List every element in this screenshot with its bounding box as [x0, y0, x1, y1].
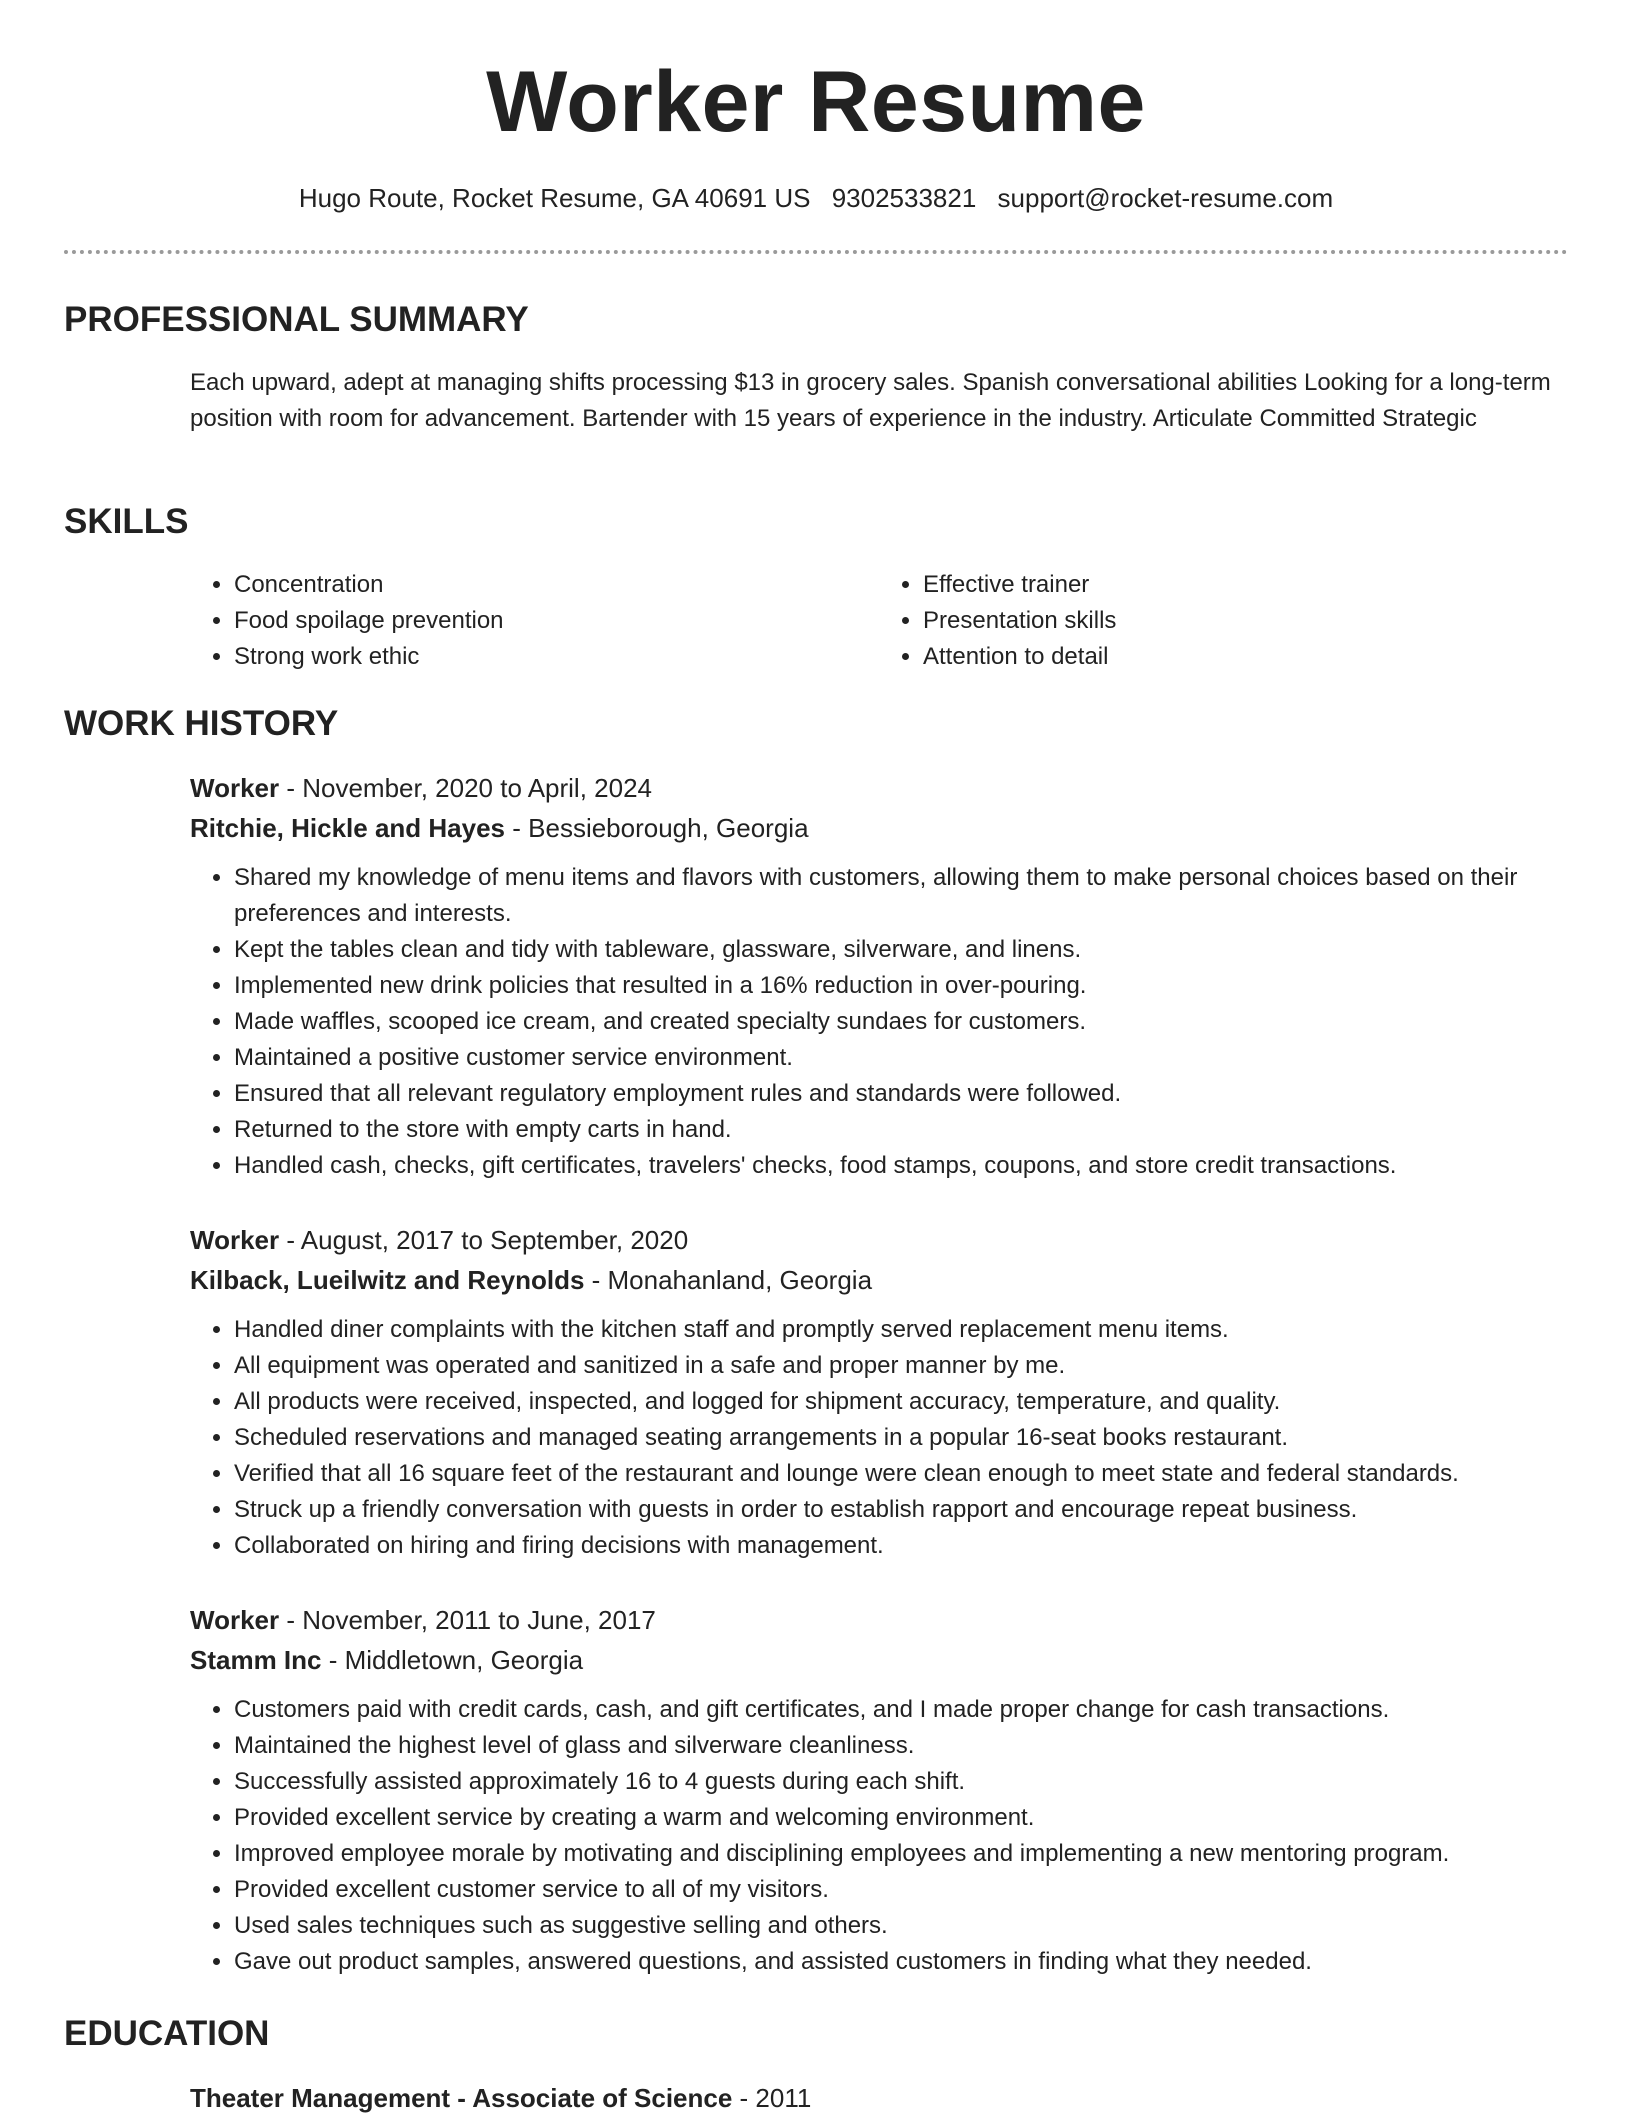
job-bullet: • Maintained a positive customer service environment.	[234, 1040, 1568, 1076]
job-bullet: • Customers paid with credit cards, cash, and gift certificates, and I made proper change for cash transactions.	[234, 1692, 1568, 1728]
job-bullet: • Handled diner complaints with the kitchen staff and promptly served replacement menu items.	[234, 1312, 1568, 1348]
education-entry	[190, 2078, 1568, 2118]
contact-line	[0, 180, 1632, 216]
job-location: - Bessieborough, Georgia	[505, 813, 809, 843]
section-title-education: EDUCATION	[64, 2014, 270, 2053]
job-bullets	[190, 1692, 1568, 1980]
contact-address: Hugo Route, Rocket Resume, GA 40691 US	[298, 183, 811, 213]
job-bullet: • Scheduled reservations and managed seating arrangements in a popular 16-seat books restaurant.	[234, 1420, 1568, 1456]
job-bullets	[190, 1312, 1568, 1564]
skill-item: • Effective trainer	[923, 567, 1568, 603]
job-company-line	[190, 808, 1568, 848]
job-location: - Monahanland, Georgia	[584, 1265, 873, 1295]
job-dates: - August, 2017 to September, 2020	[279, 1225, 689, 1255]
skill-item: • Concentration	[234, 567, 879, 603]
job-bullet: • Improved employee morale by motivating and disciplining employees and implementing a new mentoring program.	[234, 1836, 1568, 1872]
skill-item: • Strong work ethic	[234, 639, 879, 675]
job-bullet: • Handled cash, checks, gift certificates, travelers' checks, food stamps, coupons, and store credit transactions.	[234, 1148, 1568, 1184]
job-company: Kilback, Lueilwitz and Reynolds	[190, 1265, 585, 1295]
summary-text: Each upward, adept at managing shifts processing $13 in grocery sales. Spanish conversational abilities Looking for a long-term position with room for advancement. Bartender with 15 years of experience in the industry. Articulate Committed Strategic	[190, 369, 1551, 432]
job-bullet: • Used sales techniques such as suggestive selling and others.	[234, 1908, 1568, 1944]
job-title: Worker	[190, 1225, 280, 1255]
header-divider	[64, 250, 1568, 254]
job-bullet: • Provided excellent customer service to all of my visitors.	[234, 1872, 1568, 1908]
job-company: Ritchie, Hickle and Hayes	[190, 813, 506, 843]
job-title-line	[190, 1220, 1568, 1260]
skill-item: • Presentation skills	[923, 603, 1568, 639]
skills-column-left	[190, 567, 879, 675]
section-title-summary: PROFESSIONAL SUMMARY	[64, 300, 529, 339]
resume-name: Worker Resume	[486, 54, 1146, 150]
job-title: Worker	[190, 773, 280, 803]
job-bullet: • Collaborated on hiring and firing decisions with management.	[234, 1528, 1568, 1564]
job-bullet: • Kept the tables clean and tidy with tableware, glassware, silverware, and linens.	[234, 932, 1568, 968]
job-company: Stamm Inc	[190, 1645, 322, 1675]
job-company-line	[190, 1640, 1568, 1680]
job-company-line	[190, 1260, 1568, 1300]
section-title-work: WORK HISTORY	[64, 704, 339, 743]
job-bullet: • Implemented new drink policies that resulted in a 16% reduction in over-pouring.	[234, 968, 1568, 1004]
job-bullet: • Ensured that all relevant regulatory employment rules and standards were followed.	[234, 1076, 1568, 1112]
job-bullets	[190, 860, 1568, 1184]
job-bullet: • Maintained the highest level of glass and silverware cleanliness.	[234, 1728, 1568, 1764]
job-title-line	[190, 1600, 1568, 1640]
contact-email: support@rocket-resume.com	[997, 183, 1334, 213]
job-bullet: • Returned to the store with empty carts in hand.	[234, 1112, 1568, 1148]
job-bullet: • Verified that all 16 square feet of the restaurant and lounge were clean enough to meet state and federal standards.	[234, 1456, 1568, 1492]
job-bullet: • Struck up a friendly conversation with guests in order to establish rapport and encourage repeat business.	[234, 1492, 1568, 1528]
job-bullet: • Shared my knowledge of menu items and flavors with customers, allowing them to make personal choices based on their preferences and interests.	[234, 860, 1568, 932]
job-dates: - November, 2020 to April, 2024	[279, 773, 652, 803]
contact-phone: 9302533821	[831, 183, 977, 213]
job-bullet: • Successfully assisted approximately 16 to 4 guests during each shift.	[234, 1764, 1568, 1800]
job-dates: - November, 2011 to June, 2017	[279, 1605, 656, 1635]
section-title-skills: SKILLS	[64, 502, 189, 541]
job-entry	[190, 1220, 1568, 1564]
job-location: - Middletown, Georgia	[321, 1645, 584, 1675]
education-degree: Theater Management - Associate of Science	[190, 2083, 733, 2113]
skills-list	[190, 567, 1568, 675]
job-bullet: • Gave out product samples, answered questions, and assisted customers in finding what they needed.	[234, 1944, 1568, 1980]
skill-item: • Food spoilage prevention	[234, 603, 879, 639]
skills-column-right	[879, 567, 1568, 675]
job-bullet: • Provided excellent service by creating a warm and welcoming environment.	[234, 1800, 1568, 1836]
job-entry	[190, 768, 1568, 1184]
job-entry	[190, 1600, 1568, 1980]
job-bullet: • All products were received, inspected, and logged for shipment accuracy, temperature, and quality.	[234, 1384, 1568, 1420]
education-year: - 2011	[732, 2083, 812, 2113]
job-bullet: • All equipment was operated and sanitized in a safe and proper manner by me.	[234, 1348, 1568, 1384]
job-title-line	[190, 768, 1568, 808]
education-line	[190, 2078, 1568, 2118]
skill-item: • Attention to detail	[923, 639, 1568, 675]
job-bullet: • Made waffles, scooped ice cream, and created specialty sundaes for customers.	[234, 1004, 1568, 1040]
job-title: Worker	[190, 1605, 280, 1635]
